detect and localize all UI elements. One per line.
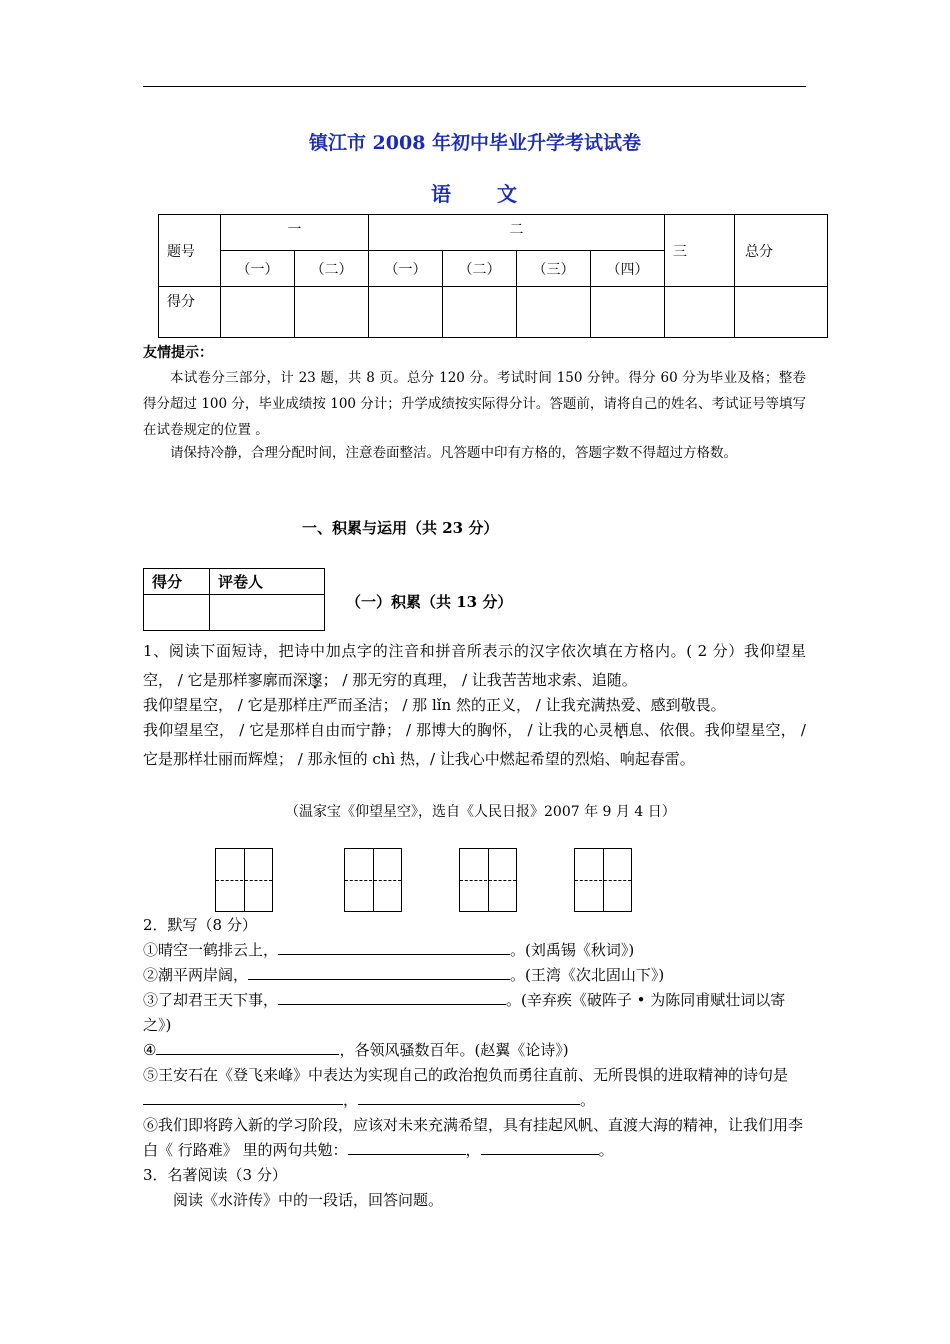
sub-header: （四） xyxy=(591,251,665,287)
dotted-char: 邃 xyxy=(307,671,323,689)
sub-header: （三） xyxy=(517,251,591,287)
q1-paragraph-1: 1、阅读下面短诗，把诗中加点字的注音和拼音所表示的汉字依次填在方格内。( 2 分）我仰望星空， / 它是那样寥廓而深邃； / 那无穷的真理， / 让我苦苦地求索、追随。 xyxy=(143,642,806,689)
answer-blank[interactable] xyxy=(248,964,510,980)
top-rule xyxy=(143,86,806,87)
sub-header: （二） xyxy=(295,251,369,287)
q1-paragraph-2: 我仰望星空， / 它是那样庄严而圣洁； / 那 lǐn 然的正义， / 让我充满热爱、感到敬畏。 xyxy=(143,696,726,714)
score-cell[interactable] xyxy=(591,287,665,338)
subject-char-1: 语 xyxy=(431,182,453,206)
grader-person-label: 评卷人 xyxy=(210,569,325,595)
q1-source: （温家宝《仰望星空》，选自《人民日报》2007 年 9 月 4 日） xyxy=(285,804,676,820)
grader-score-cell[interactable] xyxy=(144,595,210,631)
section-1-title: 一、积累与运用（共 23 分） xyxy=(302,519,499,537)
answer-box[interactable] xyxy=(215,848,273,912)
answer-blank[interactable] xyxy=(481,1139,599,1155)
answer-blank[interactable] xyxy=(358,1089,580,1105)
sub-header: （二） xyxy=(443,251,517,287)
q1-paragraph-3: 我仰望星空， / 它是那样自由而宁静； / 那博大的胸怀， / 让我的心灵栖息、依偎。我仰望星空， / 它是那样壮丽而辉煌； / 那永恒的 chì 热，/ 让我心中燃起希望的烈焰、响起春雷。 xyxy=(143,721,806,768)
score-cell[interactable] xyxy=(665,287,735,338)
q2-line-2: ②潮平两岸阔， 。(王湾《次北固山下》) xyxy=(143,966,665,984)
row-label-score: 得分 xyxy=(159,287,221,338)
exam-title: 镇江市 2008 年初中毕业升学考试试卷 xyxy=(308,132,642,154)
answer-blank[interactable] xyxy=(348,1139,466,1155)
answer-blank[interactable] xyxy=(143,1089,343,1105)
answer-blank[interactable] xyxy=(156,1039,339,1055)
row-label-number: 题号 xyxy=(159,215,221,287)
subsection-title: （一）积累（共 13 分） xyxy=(346,593,513,611)
part-2-header: 二 xyxy=(369,215,665,251)
tips-paragraph-2: 请保持冷静，合理分配时间，注意卷面整洁。凡答题中印有方格的，答题字数不得超过方格数。 xyxy=(170,445,737,461)
part-1-header: 一 xyxy=(221,215,369,251)
q2-line-1: ①晴空一鹤排云上， 。(刘禹锡《秋词》) xyxy=(143,941,635,959)
q2-line-5: ⑤王安石在《登飞来峰》中表达为实现自己的政治抱负而勇往直前、无所畏惧的进取精神的诗句是， 。 xyxy=(143,1066,789,1109)
answer-box[interactable] xyxy=(344,848,402,912)
sub-header: （一） xyxy=(221,251,295,287)
q3-intro: 阅读《水浒传》中的一段话，回答问题。 xyxy=(173,1191,444,1209)
q2-line-3: ③了却君王天下事， 。(辛弃疾《破阵子 • 为陈同甫赋壮词以寄之》) xyxy=(143,991,786,1034)
tips-paragraph-1: 本试卷分三部分，计 23 题，共 8 页。总分 120 分。考试时间 150 分钟。得分 60 分为毕业及格；整卷得分超过 100 分，毕业成绩按 100 分计；升学成绩按实际得分计。答题前，请将自己的姓名、考试证号等填写在试卷规定的位置 。 xyxy=(143,370,806,438)
answer-blank[interactable] xyxy=(278,989,506,1005)
score-cell[interactable] xyxy=(517,287,591,338)
answer-box[interactable] xyxy=(574,848,632,912)
sub-header: （一） xyxy=(369,251,443,287)
answer-blank[interactable] xyxy=(278,939,510,955)
part-3-header: 三 xyxy=(665,215,735,287)
q2-line-4: ④ ，各领风骚数百年。(赵翼《论诗》) xyxy=(143,1041,569,1059)
grader-person-cell[interactable] xyxy=(210,595,325,631)
subject-char-2: 文 xyxy=(497,182,519,206)
q2-line-6: ⑥我们即将跨入新的学习阶段，应该对未来充满希望，具有挂起风帆、直渡大海的精神，让我们用李白《 行路难》 里的两句共勉： ， 。 xyxy=(143,1116,804,1159)
score-cell[interactable] xyxy=(443,287,517,338)
dotted-char: 栖 xyxy=(613,721,629,739)
q2-heading: 2．默写（8 分） xyxy=(143,916,257,934)
subject-title xyxy=(0,178,950,207)
tips-heading: 友情提示： xyxy=(143,345,213,361)
score-cell[interactable] xyxy=(369,287,443,338)
score-cell[interactable] xyxy=(735,287,828,338)
grader-score-label: 得分 xyxy=(144,569,210,595)
answer-box[interactable] xyxy=(459,848,517,912)
q3-heading: 3．名著阅读（3 分） xyxy=(143,1166,287,1184)
total-header: 总分 xyxy=(735,215,828,287)
score-cell[interactable] xyxy=(295,287,369,338)
score-cell[interactable] xyxy=(221,287,295,338)
score-table xyxy=(158,214,828,338)
grader-table xyxy=(143,568,325,631)
